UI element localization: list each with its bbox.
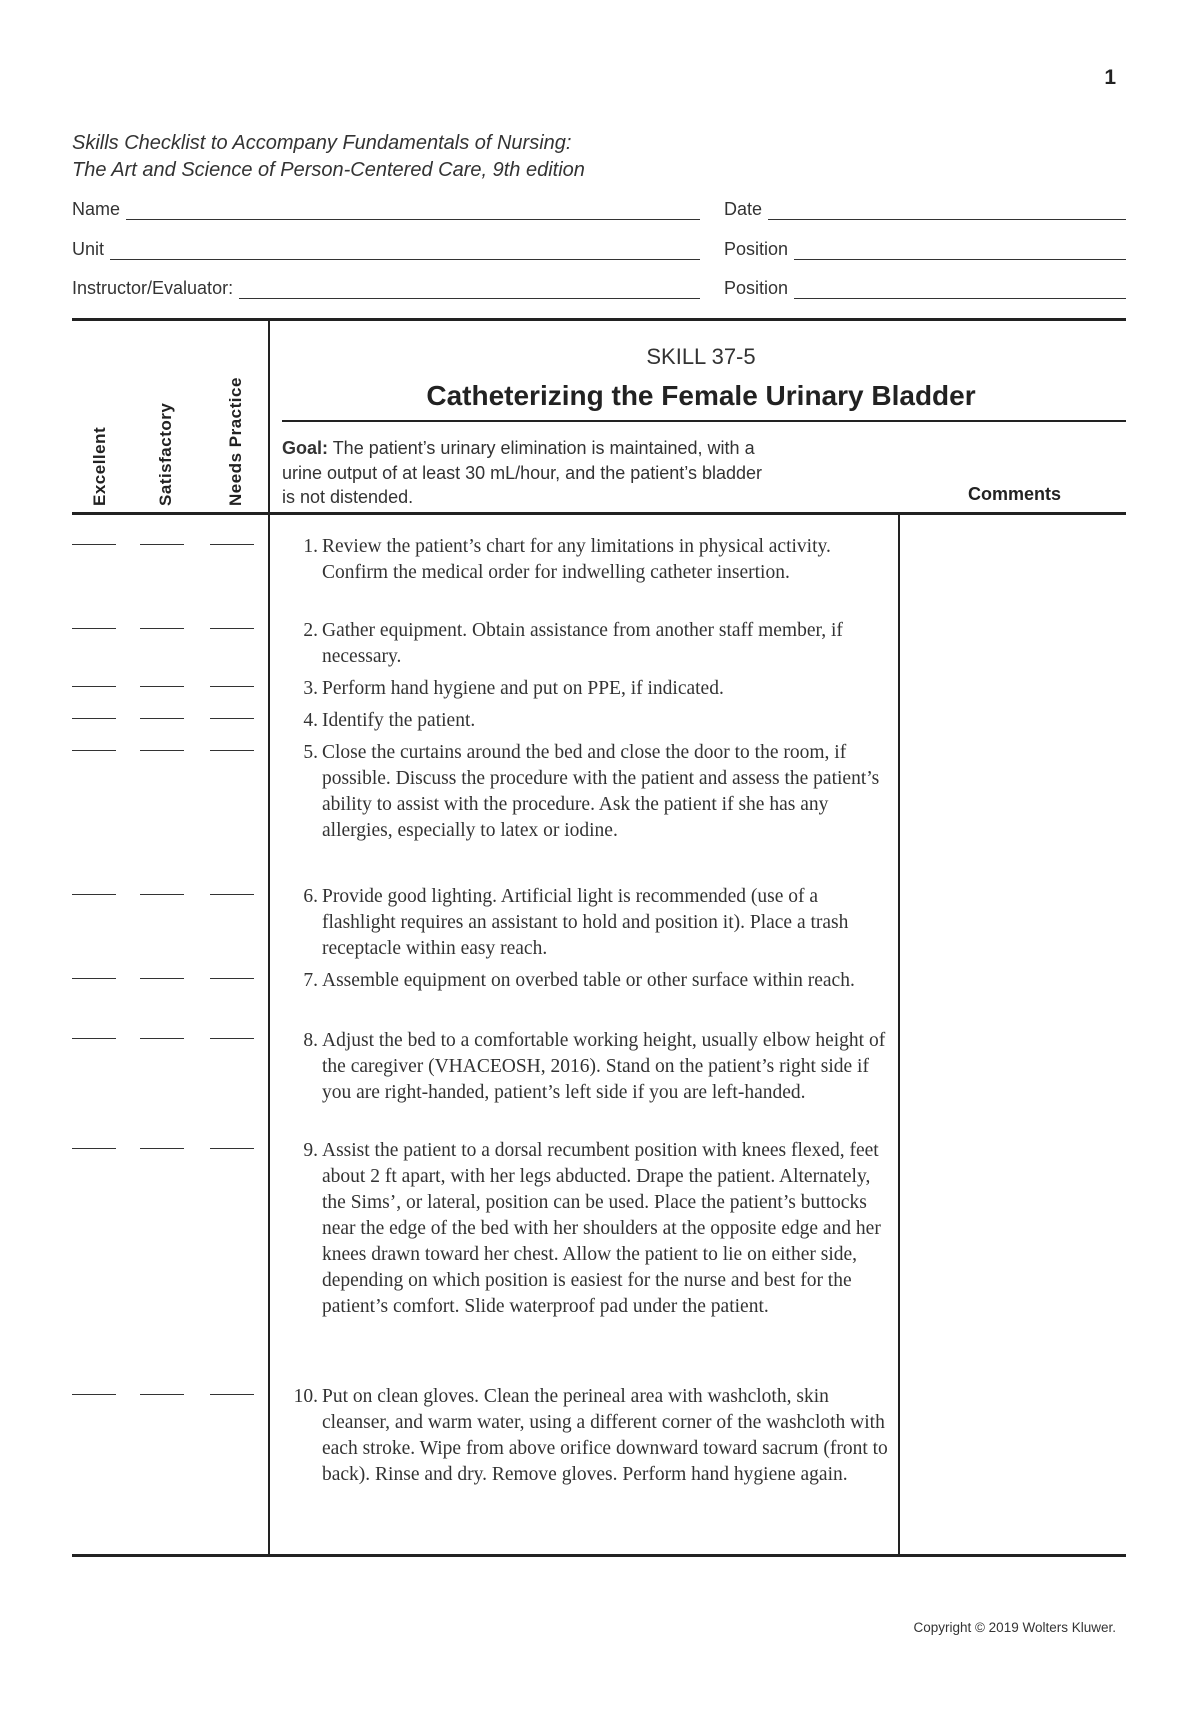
instructor-label: Instructor/Evaluator: — [72, 278, 234, 298]
position-label-2: Position — [724, 278, 789, 298]
needs-practice-blank[interactable] — [210, 750, 254, 751]
goal-label: Goal: — [282, 438, 329, 458]
title-underline — [282, 420, 1126, 422]
position-line-2[interactable] — [794, 282, 1126, 299]
copyright-notice: Copyright © 2019 Wolters Kluwer. — [913, 1620, 1116, 1635]
satisfactory-blank[interactable] — [140, 1038, 184, 1039]
step-text: Assist the patient to a dorsal recumbent position with knees flexed, feet about 2 ft apart, with her legs abducted. Drape the patient. Alternately, the Sims’, or lateral, position can be used. Place the patient’s buttocks near the edge of the bed with her shoulders at the opposite edge and her knees drawn toward her chest. Allow the patient to lie on either side, depending on which position is easiest for the nurse and best for the patient’s comfort. Slide waterproof pad under the patient. — [322, 1140, 881, 1317]
step-9 — [288, 1138, 888, 1320]
needs-practice-blank[interactable] — [210, 628, 254, 629]
rating-column-divider — [268, 318, 270, 1556]
unit-field[interactable] — [72, 236, 700, 260]
excellent-blank[interactable] — [72, 718, 116, 719]
position-label-1: Position — [724, 239, 789, 259]
needs-practice-blank[interactable] — [210, 978, 254, 979]
step-number: 2. — [303, 620, 318, 641]
step-7 — [288, 968, 888, 994]
step-number: 7. — [303, 970, 318, 991]
step-text: Gather equipment. Obtain assistance from another staff member, if necessary. — [322, 620, 843, 667]
step-number: 3. — [303, 678, 318, 699]
step-5 — [288, 740, 888, 844]
step-text: Provide good lighting. Artificial light is recommended (use of a flashlight requires an assistant to hold and position it). Place a trash receptacle within easy reach. — [322, 886, 849, 959]
goal-line-1: The patient’s urinary elimination is maintained, with a — [328, 438, 755, 458]
satisfactory-blank[interactable] — [140, 894, 184, 895]
satisfactory-blank[interactable] — [140, 686, 184, 687]
step-3 — [288, 676, 888, 702]
step-2 — [288, 618, 888, 670]
excellent-header: Excellent — [90, 426, 109, 506]
position-field-2[interactable] — [724, 275, 1126, 299]
book-title — [72, 130, 585, 184]
needs-practice-header: Needs Practice — [226, 377, 245, 506]
satisfactory-blank[interactable] — [140, 750, 184, 751]
date-field[interactable] — [724, 196, 1126, 220]
step-number: 6. — [303, 886, 318, 907]
page-number: 1 — [1104, 66, 1116, 89]
excellent-blank[interactable] — [72, 1148, 116, 1149]
step-text: Adjust the bed to a comfortable working height, usually elbow height of the caregiver (VHACEOSH, 2016). Stand on the patient’s right side if you are right-handed, patient’s left side if you are left-handed. — [322, 1030, 886, 1103]
needs-practice-blank[interactable] — [210, 894, 254, 895]
step-number: 8. — [303, 1030, 318, 1051]
step-10 — [288, 1384, 888, 1488]
step-text: Perform hand hygiene and put on PPE, if indicated. — [322, 678, 724, 699]
name-field[interactable] — [72, 196, 700, 220]
step-text: Assemble equipment on overbed table or other surface within reach. — [322, 970, 855, 991]
excellent-blank[interactable] — [72, 544, 116, 545]
comments-column-divider — [898, 512, 900, 1556]
instructor-line[interactable] — [239, 282, 700, 299]
step-6 — [288, 884, 888, 962]
date-label: Date — [724, 199, 763, 219]
step-number: 9. — [303, 1140, 318, 1161]
excellent-blank[interactable] — [72, 1394, 116, 1395]
position-field-1[interactable] — [724, 236, 1126, 260]
unit-label: Unit — [72, 239, 105, 259]
excellent-blank[interactable] — [72, 978, 116, 979]
excellent-blank[interactable] — [72, 1038, 116, 1039]
needs-practice-blank[interactable] — [210, 1394, 254, 1395]
satisfactory-blank[interactable] — [140, 978, 184, 979]
book-title-line-1: Skills Checklist to Accompany Fundamentals of Nursing: — [72, 132, 572, 154]
position-line-1[interactable] — [794, 243, 1126, 260]
name-label: Name — [72, 199, 121, 219]
satisfactory-blank[interactable] — [140, 1148, 184, 1149]
name-line[interactable] — [126, 203, 700, 220]
needs-practice-blank[interactable] — [210, 718, 254, 719]
table-bottom-rule — [72, 1554, 1126, 1557]
satisfactory-blank[interactable] — [140, 628, 184, 629]
unit-line[interactable] — [110, 243, 700, 260]
instructor-field[interactable] — [72, 275, 700, 299]
step-number: 1. — [303, 536, 318, 557]
comments-header: Comments — [968, 484, 1062, 504]
satisfactory-blank[interactable] — [140, 718, 184, 719]
excellent-blank[interactable] — [72, 628, 116, 629]
satisfactory-blank[interactable] — [140, 1394, 184, 1395]
step-number: 4. — [303, 710, 318, 731]
step-text: Close the curtains around the bed and close the door to the room, if possible. Discuss the procedure with the patient and assess the patient’s ability to assist with the procedure. Ask the patient if she has any allergies, especially to latex or iodine. — [322, 742, 880, 841]
excellent-blank[interactable] — [72, 894, 116, 895]
date-line[interactable] — [768, 203, 1126, 220]
step-8 — [288, 1028, 888, 1106]
needs-practice-blank[interactable] — [210, 544, 254, 545]
goal-line-3: is not distended. — [282, 487, 414, 507]
table-header-rule — [72, 512, 1126, 515]
book-title-line-2: The Art and Science of Person-Centered Care, 9th edition — [72, 159, 585, 181]
needs-practice-blank[interactable] — [210, 686, 254, 687]
skill-number: SKILL 37-5 — [646, 344, 756, 369]
skill-title: Catheterizing the Female Urinary Bladder — [426, 380, 976, 411]
excellent-blank[interactable] — [72, 750, 116, 751]
step-text: Put on clean gloves. Clean the perineal area with washcloth, skin cleanser, and warm water, using a different corner of the washcloth with each stroke. Wipe from above orifice downward toward sacrum (front to back). Rinse and dry. Remove gloves. Perform hand hygiene again. — [322, 1386, 888, 1485]
goal-statement — [282, 436, 882, 510]
step-4 — [288, 708, 888, 734]
step-number: 5. — [303, 742, 318, 763]
satisfactory-blank[interactable] — [140, 544, 184, 545]
needs-practice-blank[interactable] — [210, 1148, 254, 1149]
table-top-rule — [72, 318, 1126, 321]
step-number: 10. — [293, 1386, 318, 1407]
excellent-blank[interactable] — [72, 686, 116, 687]
step-text: Identify the patient. — [322, 710, 476, 731]
step-1 — [288, 534, 888, 586]
needs-practice-blank[interactable] — [210, 1038, 254, 1039]
satisfactory-header: Satisfactory — [156, 402, 175, 506]
step-text: Review the patient’s chart for any limitations in physical activity. Confirm the medical order for indwelling catheter insertion. — [322, 536, 831, 583]
goal-line-2: urine output of at least 30 mL/hour, and the patient’s bladder — [282, 462, 763, 483]
